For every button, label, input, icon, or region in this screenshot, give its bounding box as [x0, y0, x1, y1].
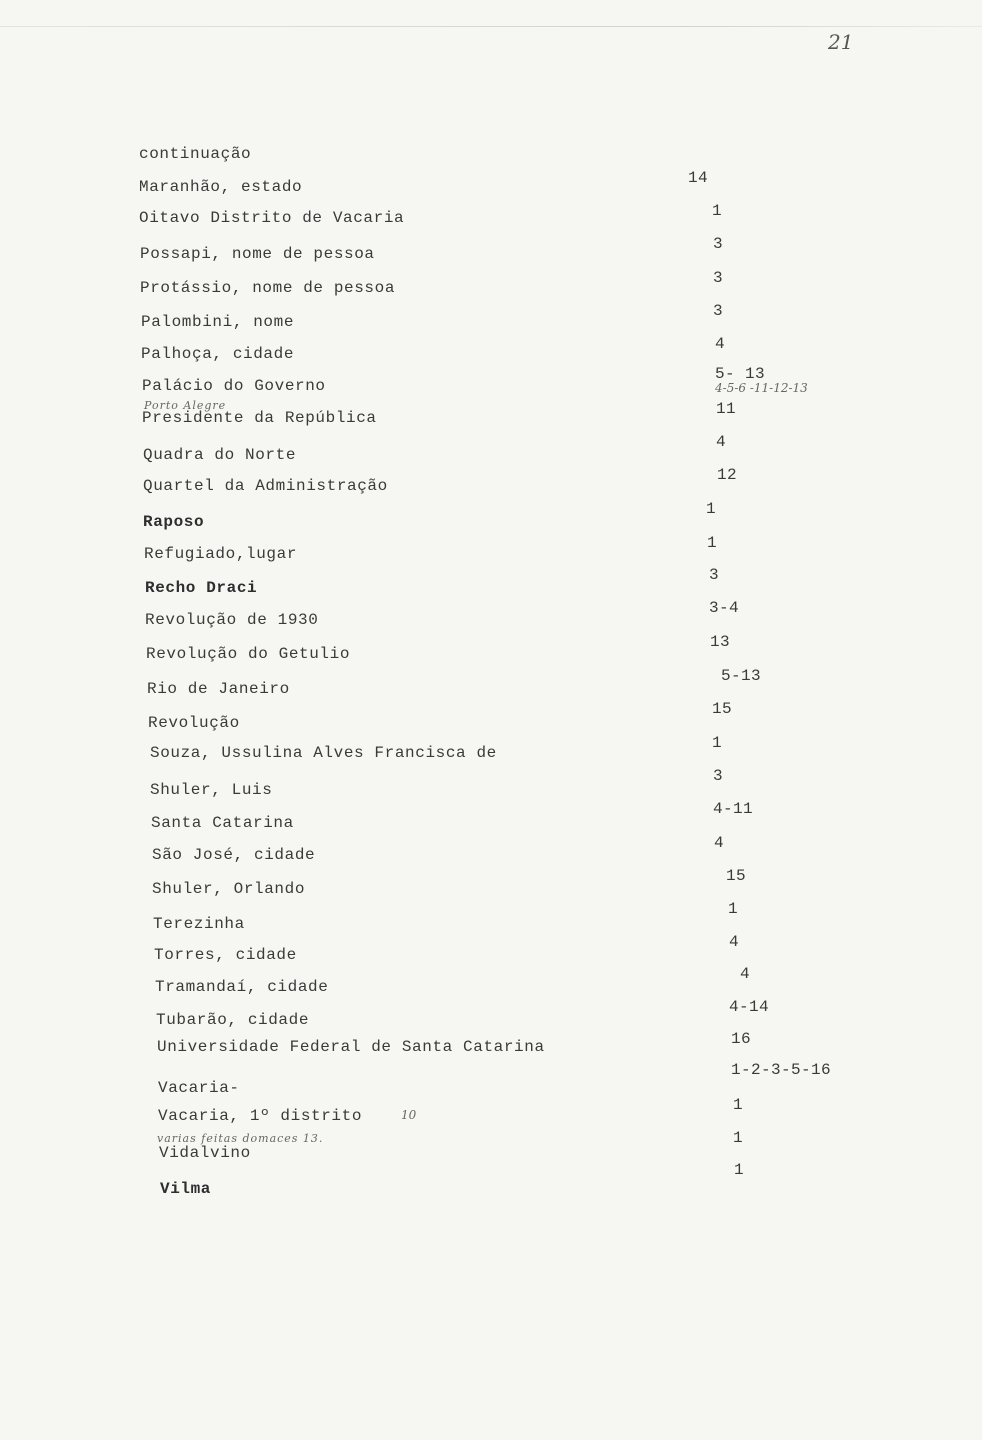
handwritten-note: 10 [401, 1108, 417, 1122]
index-term: Revolução do Getulio [146, 645, 351, 663]
index-pages: 12 [717, 466, 738, 484]
index-term: Palombini, nome [141, 313, 295, 331]
header-continuacao: continuação [139, 145, 252, 163]
index-pages: 4 [729, 933, 740, 951]
index-term: Recho Draci [145, 579, 258, 597]
index-pages: 3 [713, 269, 724, 287]
index-term: Souza, Ussulina Alves Francisca de [150, 744, 497, 762]
handwritten-extra-pages: 4-5-6 -11-12-13 [715, 381, 808, 395]
index-term: Terezinha [153, 915, 245, 933]
index-term: Vilma [160, 1180, 212, 1198]
index-pages: 5- 13 [715, 365, 766, 383]
index-term: Raposo [143, 513, 205, 531]
index-pages: 14 [688, 169, 709, 187]
index-term: Presidente da República [142, 409, 377, 427]
index-pages: 4 [740, 965, 751, 983]
index-pages: 1 [706, 500, 717, 518]
index-term: Palhoça, cidade [141, 345, 295, 363]
index-term: Rio de Janeiro [147, 680, 290, 698]
index-pages: 1 [712, 202, 723, 220]
index-term: Tramandaí, cidade [155, 978, 329, 996]
index-pages: 13 [710, 633, 731, 651]
index-pages: 1 [728, 900, 739, 918]
index-pages: 1 [734, 1161, 745, 1179]
index-term: Oitavo Distrito de Vacaria [139, 209, 405, 227]
index-pages: 1 [733, 1096, 744, 1114]
index-term: Universidade Federal de Santa Catarina [157, 1038, 545, 1056]
index-pages: 3 [713, 302, 724, 320]
index-pages: 4-11 [713, 800, 754, 818]
index-term: São José, cidade [152, 846, 316, 864]
index-pages: 3 [709, 566, 720, 584]
index-term: Quadra do Norte [143, 446, 297, 464]
handwritten-porto-alegre: Porto Alegre [144, 399, 227, 412]
index-pages: 4 [714, 834, 725, 852]
index-term: Shuler, Orlando [152, 880, 306, 898]
index-pages: 11 [716, 400, 737, 418]
index-term: Protássio, nome de pessoa [140, 279, 396, 297]
index-term: Refugiado,lugar [144, 545, 298, 563]
index-term: Santa Catarina [151, 814, 294, 832]
index-pages: 1 [707, 534, 718, 552]
index-pages: 5-13 [721, 667, 762, 685]
index-term: Vacaria- [158, 1079, 240, 1097]
index-pages: 1-2-3-5-16 [731, 1061, 832, 1079]
index-pages: 15 [712, 700, 733, 718]
index-pages: 4-14 [729, 998, 770, 1016]
index-term: Maranhão, estado [139, 178, 303, 196]
index-pages: 3 [713, 767, 724, 785]
index-pages: 15 [726, 867, 747, 885]
index-term: Tubarão, cidade [156, 1011, 310, 1029]
index-pages: 1 [733, 1129, 744, 1147]
index-pages: 4 [715, 335, 726, 353]
page-edge-line [0, 26, 982, 27]
index-term: Quartel da Administração [143, 477, 388, 495]
index-term: Revolução [148, 714, 240, 732]
index-term: Palácio do Governo [142, 377, 326, 395]
index-pages: 16 [731, 1030, 752, 1048]
index-pages: 3-4 [709, 599, 740, 617]
index-pages: 4 [716, 433, 727, 451]
index-term: Revolução de 1930 [145, 611, 319, 629]
index-term: Torres, cidade [154, 946, 297, 964]
index-term: Vidalvino [159, 1144, 251, 1162]
index-term: Vacaria, 1º distrito [158, 1107, 363, 1125]
handwritten-page-number: 21 [828, 30, 854, 54]
index-term: Possapi, nome de pessoa [140, 245, 375, 263]
index-pages: 1 [712, 734, 723, 752]
handwritten-note: varias feitas domaces 13. [157, 1132, 324, 1145]
index-pages: 3 [713, 235, 724, 253]
index-term: Shuler, Luis [150, 781, 273, 799]
